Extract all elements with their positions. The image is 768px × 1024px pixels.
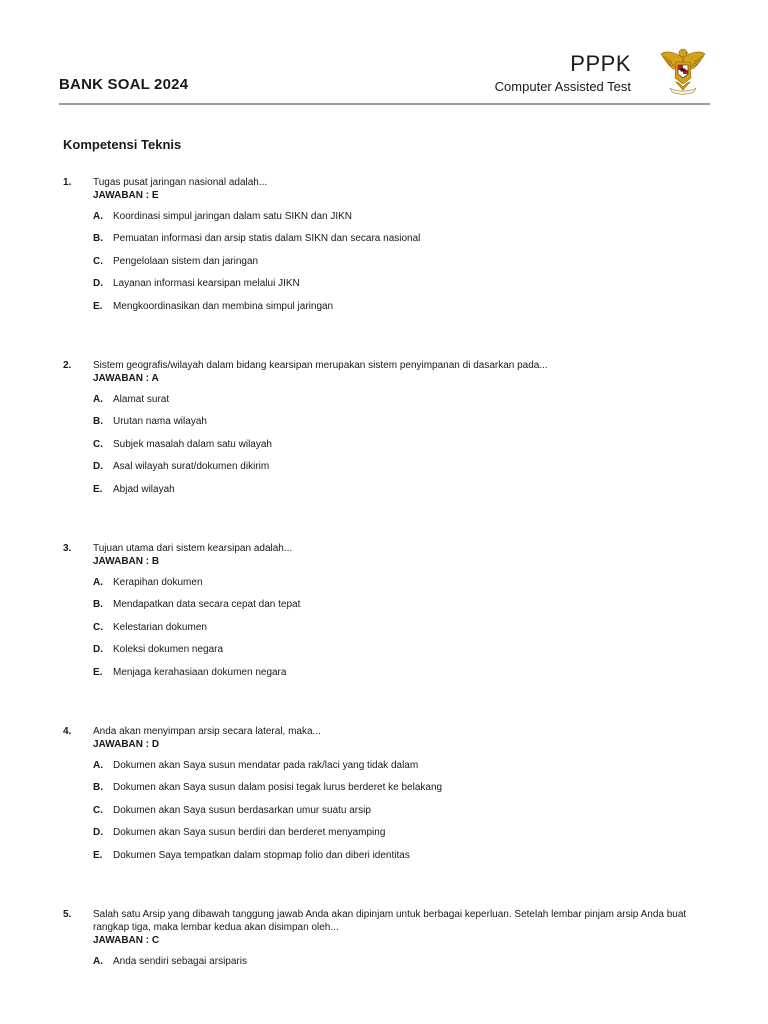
question-number: 1. [63,177,72,188]
option-text: Abjad wilayah [113,483,175,495]
option-text: Pengelolaan sistem dan jaringan [113,255,259,267]
option-item [93,759,713,781]
option-letter: C. [93,621,103,633]
option-letter: A. [93,760,103,771]
option-item [93,393,713,415]
option-letter: E. [93,483,103,495]
option-item [93,666,713,688]
option-letter: C. [93,255,103,267]
option-letter: C. [93,438,103,450]
cat-subtitle: Computer Assisted Test [494,79,631,94]
option-item [93,781,713,803]
question-text: Tujuan utama dari sistem kearsipan adalah... [93,543,293,554]
option-text: Kerapihan dokumen [113,577,203,588]
option-item [93,849,713,871]
option-text: Pemuatan informasi dan arsip statis dalam SIKN dan secara nasional [113,233,421,245]
option-item [93,415,713,437]
option-text: Layanan informasi kearsipan melalui JIKN [113,278,300,290]
question-number: 2. [63,360,72,371]
option-item [93,576,713,598]
question-3 [63,542,713,688]
option-item [93,277,713,299]
answer-key: JAWABAN : D [93,739,160,750]
question-text: Tugas pusat jaringan nasional adalah... [93,177,268,188]
option-item [93,643,713,665]
option-letter: E. [93,666,103,678]
option-text: Asal wilayah surat/dokumen dikirim [113,461,270,473]
answer-key: JAWABAN : E [93,190,159,201]
option-text: Dokumen akan Saya susun berdiri dan berderet menyamping [113,827,386,839]
option-item [93,255,713,277]
question-4 [63,725,713,871]
option-item [93,232,713,254]
option-text: Anda sendiri sebagai arsiparis [113,956,247,967]
answer-key: JAWABAN : C [93,935,160,946]
option-letter: D. [93,827,103,839]
option-item [93,826,713,848]
answer-key: JAWABAN : A [93,373,159,384]
option-item [93,621,713,643]
option-item [93,300,713,322]
option-letter: E. [93,849,103,861]
options-list [93,210,713,322]
option-letter: A. [93,577,103,588]
option-text: Dokumen akan Saya susun berdasarkan umur suatu arsip [113,804,371,816]
option-letter: D. [93,278,103,290]
pppk-title: PPPK [570,51,631,76]
option-text: Koleksi dokumen negara [113,644,224,656]
question-number: 4. [63,726,72,737]
question-2 [63,359,713,505]
option-item [93,955,713,977]
question-number: 3. [63,543,72,554]
answer-key: JAWABAN : B [93,556,160,567]
option-letter: B. [93,782,103,794]
option-text: Mengkoordinasikan dan membina simpul jaringan [113,300,334,312]
section-title: Kompetensi Teknis [63,137,182,152]
header-divider [59,103,710,105]
option-letter: D. [93,461,103,473]
question-text: Sistem geografis/wilayah dalam bidang kearsipan merupakan sistem penyimpanan di dasarkan pada... [93,360,548,371]
option-item [93,598,713,620]
option-letter: B. [93,599,103,611]
options-list [93,393,713,505]
option-letter: B. [93,233,103,245]
option-item [93,210,713,232]
option-text: Subjek masalah dalam satu wilayah [113,438,272,450]
garuda-emblem-icon [658,44,708,96]
option-letter: D. [93,644,103,656]
option-letter: B. [93,416,103,428]
option-letter: A. [93,956,103,967]
question-number: 5. [63,909,72,920]
option-text: Mendapatkan data secara cepat dan tepat [113,599,301,611]
option-item [93,460,713,482]
option-item [93,483,713,505]
question-text: Anda akan menyimpan arsip secara lateral, maka... [93,726,321,737]
option-letter: C. [93,804,103,816]
options-list [93,576,713,688]
option-text: Dokumen Saya tempatkan dalam stopmap folio dan diberi identitas [113,849,410,861]
option-item [93,438,713,460]
option-item [93,804,713,826]
option-text: Dokumen akan Saya susun dalam posisi tegak lurus berderet ke belakang [113,782,443,794]
option-letter: E. [93,300,103,312]
option-text: Koordinasi simpul jaringan dalam satu SIKN dan JIKN [113,211,353,222]
option-text: Menjaga kerahasiaan dokumen negara [113,666,287,678]
options-list [93,759,713,871]
option-text: Urutan nama wilayah [113,416,207,428]
question-1 [63,176,713,322]
options-list [93,955,713,977]
option-text: Kelestarian dokumen [113,621,207,633]
option-letter: A. [93,211,103,222]
option-text: Dokumen akan Saya susun mendatar pada rak/laci yang tidak dalam [113,760,419,771]
question-5 [63,908,713,977]
option-letter: A. [93,394,103,405]
bank-soal-title: BANK SOAL 2024 [59,76,189,93]
header-right-block [495,52,631,94]
question-text: Salah satu Arsip yang dibawah tanggung jawab Anda akan dipinjam untuk berbagai keperluan. Setelah lembar pinjam arsip Anda buat rangkap tiga, maka lembar kedua akan disimpan oleh... [93,909,687,933]
option-text: Alamat surat [113,394,170,405]
